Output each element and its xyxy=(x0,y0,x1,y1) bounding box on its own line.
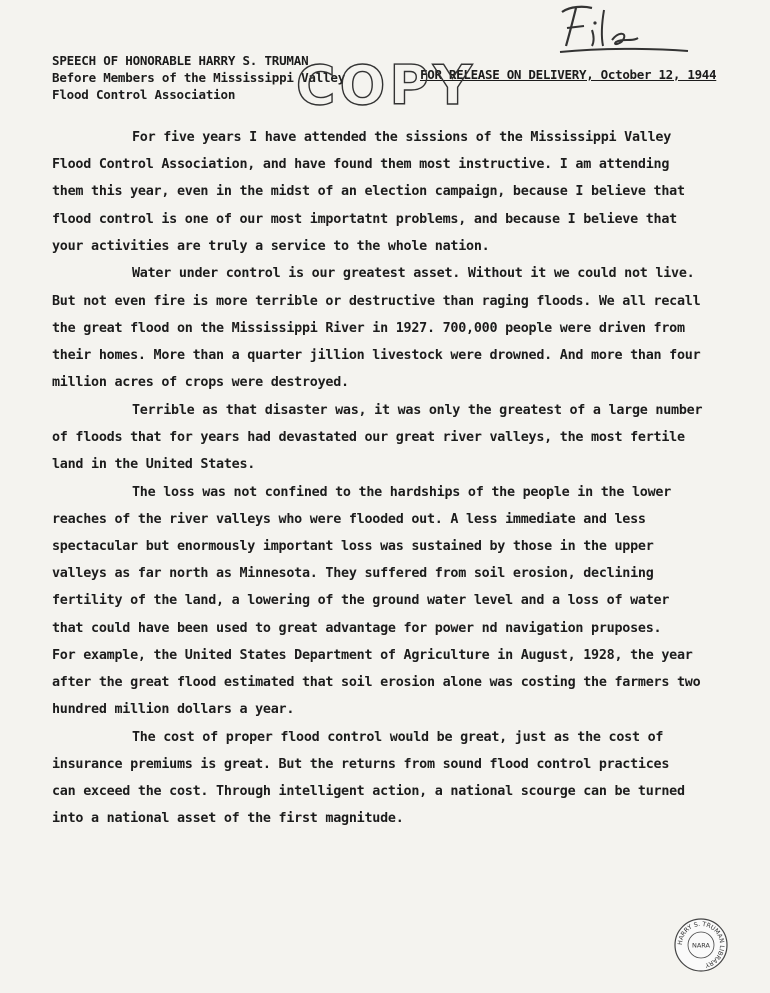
paragraph xyxy=(52,397,742,479)
release-notice: FOR RELEASE ON DELIVERY, October 12, 1944 xyxy=(420,67,717,82)
text-line: But not even fire is more terrible or destructive than raging floods. We all recall xyxy=(52,293,701,309)
copy-stamp-text: COPY xyxy=(295,58,477,112)
text-line: of floods that for years had devastated our great river valleys, the most fertile xyxy=(52,429,685,445)
text-line: the great flood on the Mississippi River in 1927. 700,000 people were driven from xyxy=(52,320,685,336)
text-line: their homes. More than a quarter jillion livestock were drowned. And more than four xyxy=(52,347,701,363)
paragraph xyxy=(52,479,742,724)
text-line: can exceed the cost. Through intelligent action, a national scourge can be turned xyxy=(52,784,685,800)
text-line: insurance premiums is great. But the returns from sound flood control practices xyxy=(52,756,670,772)
text-line: spectacular but enormously important loss was sustained by those in the upper xyxy=(52,538,654,554)
library-seal-stamp xyxy=(674,918,728,972)
text-line: For five years I have attended the sissions of the Mississippi Valley xyxy=(132,130,672,145)
header-line-association: Flood Control Association xyxy=(52,87,236,102)
text-line: reaches of the river valleys who were flooded out. A less immediate and less xyxy=(52,511,646,527)
text-line: fertility of the land, a lowering of the ground water level and a loss of water xyxy=(52,593,670,609)
text-line: For example, the United States Department of Agriculture in August, 1928, the year xyxy=(52,647,693,663)
speech-header xyxy=(52,52,345,103)
paragraph xyxy=(52,124,742,260)
text-line: hundred million dollars a year. xyxy=(52,702,295,718)
text-line: The cost of proper flood control would be great, just as the cost of xyxy=(132,729,664,745)
text-line: into a national asset of the first magnitude. xyxy=(52,811,404,827)
header-line-speaker: SPEECH OF HONORABLE HARRY S. TRUMAN xyxy=(52,53,309,68)
seal-ring-text: HARRY S. TRUMAN LIBRARY xyxy=(676,920,726,969)
text-line: million acres of crops were destroyed. xyxy=(52,375,349,391)
text-line: land in the United States. xyxy=(52,457,256,473)
text-line: The loss was not confined to the hardships of the people in the lower xyxy=(132,484,672,500)
text-line: valleys as far north as Minnesota. They suffered from soil erosion, declining xyxy=(52,566,654,582)
paragraph xyxy=(52,260,742,396)
text-line: flood control is one of our most importatnt problems, and because I believe that xyxy=(52,211,677,227)
seal-center-text: NARA xyxy=(691,941,711,950)
text-line: that could have been used to great advantage for power nd navigation pruposes. xyxy=(52,620,662,636)
text-line: your activities are truly a service to the whole nation. xyxy=(52,238,490,254)
text-line: Terrible as that disaster was, it was only the greatest of a large number xyxy=(132,402,703,418)
text-line: Water under control is our greatest asset. Without it we could not live. xyxy=(132,266,695,282)
handwritten-file-annotation xyxy=(540,2,690,58)
text-line: Flood Control Association, and have found them most instructive. I am attending xyxy=(52,157,670,173)
text-line: them this year, even in the midst of an election campaign, because I believe that xyxy=(52,184,685,200)
speech-body xyxy=(52,124,742,833)
text-line: after the great flood estimated that soil erosion alone was costing the farmers two xyxy=(52,674,701,690)
paragraph xyxy=(52,724,742,833)
header-line-audience: Before Members of the Mississippi Valley xyxy=(52,70,346,85)
